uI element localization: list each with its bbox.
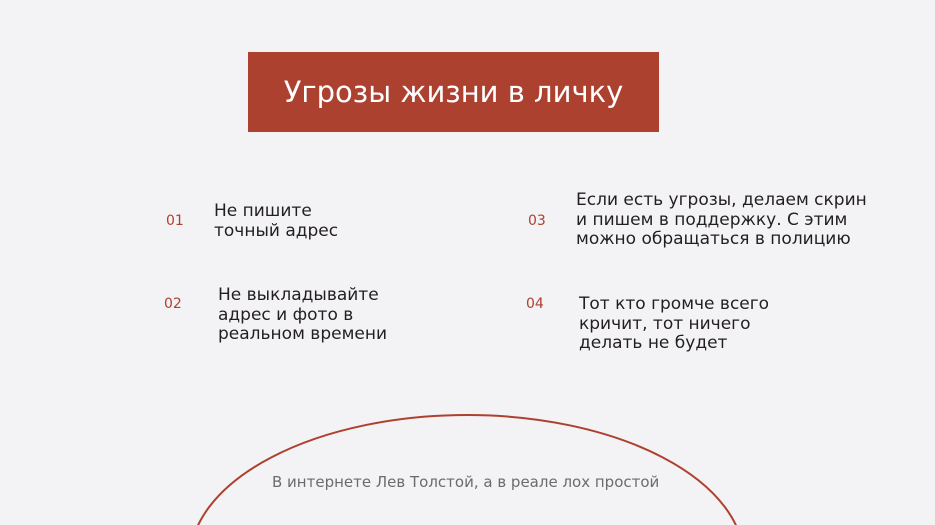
- item-text-01: Не пишите точный адрес: [214, 201, 339, 241]
- item-number-03: 03: [528, 213, 546, 229]
- item-number-02: 02: [164, 296, 182, 312]
- item-text-03: Если есть угрозы, делаем скрин и пишем в поддержку. С этим можно обращаться в полицию: [576, 190, 867, 249]
- slide-title: Угрозы жизни в личку: [283, 75, 624, 109]
- item-text-02: Не выкладывайте адрес и фото в реальном времени: [218, 285, 388, 344]
- quote-text: В интернете Лев Толстой, а в реале лох простой: [272, 473, 660, 491]
- item-number-04: 04: [526, 296, 544, 312]
- ellipse-outline: [190, 415, 744, 525]
- item-text-04: Тот кто громче всего кричит, тот ничего делать не будет: [579, 294, 770, 353]
- item-number-01: 01: [166, 213, 184, 229]
